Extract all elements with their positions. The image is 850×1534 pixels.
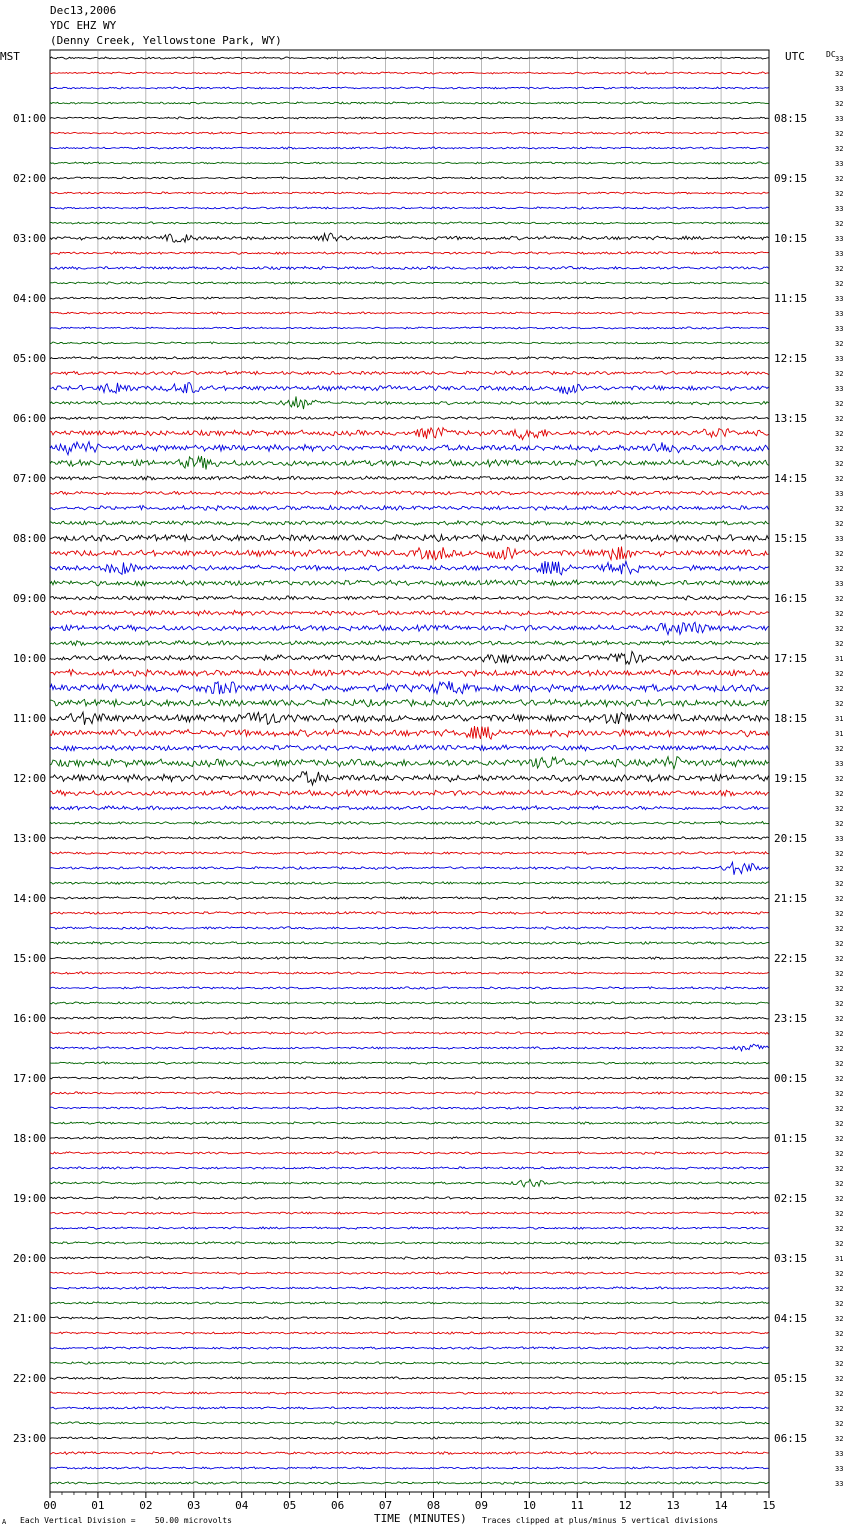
grid: [50, 50, 769, 1492]
trace-row-53: [50, 852, 769, 855]
trace-row-58: [50, 927, 769, 930]
left-timezone-label: MST: [0, 50, 20, 63]
left-time-label: 13:00: [13, 832, 47, 845]
trace-row-38: [50, 622, 769, 634]
trace-row-44: [50, 712, 769, 725]
trace-row-89: [50, 1392, 769, 1394]
row-code: 32: [835, 1360, 844, 1368]
right-time-label: 21:15: [774, 892, 808, 905]
trace-row-85: [50, 1332, 769, 1334]
trace-row-27: [50, 456, 769, 470]
trace-row-24: [50, 416, 769, 419]
x-tick-label: 08: [426, 1499, 441, 1512]
row-code: 33: [835, 835, 844, 843]
row-code: 33: [835, 115, 844, 123]
trace-row-21: [50, 371, 769, 375]
trace-row-71: [50, 1122, 769, 1124]
row-code: 32: [835, 1180, 844, 1188]
row-code: 33: [835, 1480, 844, 1488]
left-time-label: 15:00: [13, 952, 47, 965]
row-code: 33: [835, 310, 844, 318]
trace-row-39: [50, 641, 769, 646]
row-code: 33: [835, 535, 844, 543]
trace-row-70: [50, 1107, 769, 1109]
row-code: 32: [835, 430, 844, 438]
left-time-label: 21:00: [13, 1312, 47, 1325]
row-code: 33: [835, 235, 844, 243]
x-tick-label: 15: [762, 1499, 776, 1512]
right-time-label: 09:15: [774, 172, 808, 185]
row-code: 33: [835, 385, 844, 393]
row-code: 32: [835, 1405, 844, 1413]
left-time-label: 10:00: [13, 652, 47, 665]
row-code: 32: [835, 100, 844, 108]
row-code: 32: [835, 550, 844, 558]
trace-row-68: [50, 1077, 769, 1079]
row-code: 32: [835, 1375, 844, 1383]
row-code: 32: [835, 970, 844, 978]
trace-row-80: [50, 1257, 769, 1259]
row-code: 32: [835, 265, 844, 273]
right-time-label: 06:15: [774, 1432, 808, 1445]
right-time-label: 04:15: [774, 1312, 808, 1325]
trace-row-72: [50, 1137, 769, 1139]
trace-row-95: [50, 1482, 769, 1484]
row-code: 32: [835, 1345, 844, 1353]
row-code: 32: [835, 1075, 844, 1083]
left-time-label: 04:00: [13, 292, 47, 305]
trace-row-88: [50, 1377, 769, 1379]
trace-row-55: [50, 882, 769, 885]
row-code: 32: [835, 1195, 844, 1203]
trace-row-50: [50, 806, 769, 810]
trace-row-22: [50, 383, 769, 394]
left-time-label: 07:00: [13, 472, 47, 485]
trace-row-11: [50, 222, 769, 224]
trace-row-63: [50, 1002, 769, 1004]
row-code: 32: [835, 1120, 844, 1128]
trace-row-54: [50, 862, 769, 875]
row-code: 33: [835, 250, 844, 258]
row-code: 32: [835, 70, 844, 78]
row-code: 31: [835, 715, 844, 723]
row-code: 32: [835, 1240, 844, 1248]
trace-row-29: [50, 491, 769, 495]
trace-row-56: [50, 897, 769, 900]
trace-row-86: [50, 1347, 769, 1349]
trace-row-83: [50, 1302, 769, 1304]
trace-row-2: [50, 87, 769, 89]
row-code: 32: [835, 1225, 844, 1233]
right-time-label: 17:15: [774, 652, 808, 665]
trace-row-25: [50, 428, 769, 440]
right-corner-label: DC: [826, 50, 836, 59]
trace-row-52: [50, 837, 769, 840]
row-code: 32: [835, 1420, 844, 1428]
left-time-label: 17:00: [13, 1072, 47, 1085]
trace-row-31: [50, 521, 769, 525]
row-code: 33: [835, 295, 844, 303]
trace-row-30: [50, 506, 769, 511]
row-code: 32: [835, 985, 844, 993]
row-code: 32: [835, 625, 844, 633]
row-code: 32: [835, 1135, 844, 1143]
right-time-label: 19:15: [774, 772, 808, 785]
trace-row-48: [50, 772, 769, 785]
row-code: 32: [835, 610, 844, 618]
row-code: 31: [835, 730, 844, 738]
trace-row-8: [50, 177, 769, 179]
row-code: 33: [835, 55, 844, 63]
row-code: 32: [835, 820, 844, 828]
left-time-label: 06:00: [13, 412, 47, 425]
trace-row-15: [50, 282, 769, 284]
header-location: (Denny Creek, Yellowstone Park, WY): [50, 34, 282, 47]
left-time-label: 12:00: [13, 772, 47, 785]
right-time-label: 03:15: [774, 1252, 808, 1265]
left-time-label: 18:00: [13, 1132, 47, 1145]
trace-row-20: [50, 357, 769, 360]
row-code: 32: [835, 685, 844, 693]
trace-row-12: [50, 233, 769, 242]
right-time-label: 01:15: [774, 1132, 808, 1145]
left-time-label: 08:00: [13, 532, 47, 545]
trace-row-73: [50, 1152, 769, 1154]
trace-row-47: [50, 757, 769, 769]
row-code: 32: [835, 910, 844, 918]
row-code: 32: [835, 175, 844, 183]
trace-row-51: [50, 821, 769, 824]
x-tick-label: 12: [618, 1499, 632, 1512]
left-time-label: 01:00: [13, 112, 47, 125]
row-code: 33: [835, 160, 844, 168]
x-tick-label: 14: [714, 1499, 728, 1512]
row-code: 33: [835, 490, 844, 498]
clip-note: Traces clipped at plus/minus 5 vertical divisions: [482, 1516, 719, 1525]
row-code: 33: [835, 1465, 844, 1473]
row-code: 32: [835, 1285, 844, 1293]
x-tick-label: 11: [570, 1499, 584, 1512]
trace-layer: [50, 57, 769, 1484]
x-tick-label: 00: [43, 1499, 57, 1512]
left-time-label: 09:00: [13, 592, 47, 605]
x-tick-label: 06: [330, 1499, 345, 1512]
row-code: 32: [835, 1315, 844, 1323]
right-time-label: 11:15: [774, 292, 808, 305]
trace-row-6: [50, 147, 769, 149]
row-code: 32: [835, 1105, 844, 1113]
x-tick-label: 05: [283, 1499, 297, 1512]
row-code: 32: [835, 1390, 844, 1398]
row-code: 32: [835, 790, 844, 798]
x-tick-label: 04: [235, 1499, 249, 1512]
row-code: 32: [835, 850, 844, 858]
trace-row-5: [50, 132, 769, 134]
row-code: 32: [835, 370, 844, 378]
row-code: 32: [835, 880, 844, 888]
row-code: 32: [835, 445, 844, 453]
x-tick-label: 10: [522, 1499, 536, 1512]
trace-row-45: [50, 726, 769, 739]
row-code: 32: [835, 865, 844, 873]
trace-row-18: [50, 327, 769, 329]
trace-row-7: [50, 162, 769, 164]
trace-row-61: [50, 972, 769, 974]
right-time-label: 18:15: [774, 712, 808, 725]
x-tick-label: 07: [378, 1499, 393, 1512]
trace-row-66: [50, 1044, 769, 1051]
row-code: 33: [835, 205, 844, 213]
trace-row-91: [50, 1422, 769, 1424]
trace-row-65: [50, 1032, 769, 1034]
trace-row-23: [50, 396, 769, 409]
header-date: Dec13,2006: [50, 4, 117, 17]
trace-row-17: [50, 312, 769, 314]
trace-row-1: [50, 72, 769, 74]
row-code: 33: [835, 355, 844, 363]
right-time-label: 14:15: [774, 472, 808, 485]
trace-row-78: [50, 1227, 769, 1229]
trace-row-37: [50, 610, 769, 615]
row-code: 32: [835, 940, 844, 948]
row-code: 32: [835, 745, 844, 753]
row-code: 31: [835, 1255, 844, 1263]
trace-row-60: [50, 957, 769, 959]
trace-row-87: [50, 1362, 769, 1364]
row-code: 32: [835, 1015, 844, 1023]
row-code: 32: [835, 520, 844, 528]
row-code: 32: [835, 670, 844, 678]
trace-row-14: [50, 266, 769, 269]
trace-row-9: [50, 192, 769, 194]
trace-row-13: [50, 252, 769, 255]
trace-row-16: [50, 297, 769, 299]
row-code: 33: [835, 760, 844, 768]
scale-note: Each Vertical Division = 50.00 microvolts: [20, 1516, 232, 1525]
row-code: 32: [835, 700, 844, 708]
left-time-label: 19:00: [13, 1192, 47, 1205]
trace-row-34: [50, 561, 769, 575]
row-code: 32: [835, 190, 844, 198]
row-code: 32: [835, 130, 844, 138]
left-time-label: 05:00: [13, 352, 47, 365]
row-code: 32: [835, 1060, 844, 1068]
trace-row-94: [50, 1467, 769, 1469]
trace-row-40: [50, 651, 769, 664]
right-time-label: 10:15: [774, 232, 808, 245]
trace-row-82: [50, 1287, 769, 1289]
row-code: 33: [835, 85, 844, 93]
trace-row-57: [50, 912, 769, 915]
row-code: 32: [835, 1045, 844, 1053]
trace-row-74: [50, 1167, 769, 1169]
row-code: 32: [835, 280, 844, 288]
trace-row-43: [50, 699, 769, 706]
header-station: YDC EHZ WY: [50, 19, 117, 32]
trace-row-41: [50, 670, 769, 677]
row-code: 33: [835, 580, 844, 588]
plot-frame: [50, 50, 769, 1492]
row-code: 32: [835, 1330, 844, 1338]
row-code: 32: [835, 955, 844, 963]
left-time-label: 14:00: [13, 892, 47, 905]
row-code: 32: [835, 505, 844, 513]
left-time-label: 23:00: [13, 1432, 47, 1445]
trace-row-26: [50, 442, 769, 455]
row-code: 32: [835, 1150, 844, 1158]
right-time-label: 23:15: [774, 1012, 808, 1025]
row-code: 32: [835, 1300, 844, 1308]
right-time-label: 20:15: [774, 832, 808, 845]
row-code: 33: [835, 1450, 844, 1458]
time-axis: [43, 1492, 775, 1512]
left-time-label: 20:00: [13, 1252, 47, 1265]
left-time-label: 03:00: [13, 232, 47, 245]
corner-mark: A: [2, 1518, 7, 1526]
x-tick-label: 03: [187, 1499, 201, 1512]
right-time-label: 08:15: [774, 112, 808, 125]
x-tick-label: 09: [474, 1499, 489, 1512]
trace-row-62: [50, 987, 769, 989]
trace-row-90: [50, 1407, 769, 1409]
row-code: 32: [835, 1090, 844, 1098]
row-code: 32: [835, 895, 844, 903]
trace-row-42: [50, 681, 769, 694]
row-code: 32: [835, 925, 844, 933]
trace-row-35: [50, 580, 769, 586]
trace-row-69: [50, 1092, 769, 1094]
right-time-label: 00:15: [774, 1072, 808, 1085]
trace-row-77: [50, 1212, 769, 1214]
right-time-label: 12:15: [774, 352, 808, 365]
trace-row-3: [50, 102, 769, 104]
right-time-label: 02:15: [774, 1192, 808, 1205]
trace-row-75: [50, 1179, 769, 1187]
row-code: 32: [835, 1165, 844, 1173]
trace-row-59: [50, 942, 769, 945]
trace-row-76: [50, 1197, 769, 1199]
trace-row-28: [50, 476, 769, 480]
left-time-label: 02:00: [13, 172, 47, 185]
row-code: 31: [835, 655, 844, 663]
right-time-label: 16:15: [774, 592, 808, 605]
row-code: 32: [835, 145, 844, 153]
row-code: 32: [835, 595, 844, 603]
trace-row-81: [50, 1272, 769, 1274]
trace-row-84: [50, 1317, 769, 1319]
row-code: 32: [835, 475, 844, 483]
x-tick-label: 02: [139, 1499, 153, 1512]
right-time-label: 22:15: [774, 952, 808, 965]
row-code: 32: [835, 220, 844, 228]
trace-row-46: [50, 745, 769, 751]
row-code: 32: [835, 1270, 844, 1278]
trace-row-10: [50, 207, 769, 209]
row-code: 32: [835, 775, 844, 783]
right-time-label: 13:15: [774, 412, 808, 425]
row-code: 32: [835, 1030, 844, 1038]
trace-row-33: [50, 547, 769, 560]
trace-row-4: [50, 117, 769, 119]
trace-row-32: [50, 535, 769, 542]
x-tick-label: 13: [666, 1499, 680, 1512]
x-tick-label: 01: [91, 1499, 105, 1512]
row-code: 32: [835, 805, 844, 813]
row-code: 32: [835, 1000, 844, 1008]
row-code: 32: [835, 640, 844, 648]
row-code: 32: [835, 340, 844, 348]
row-code: 32: [835, 460, 844, 468]
trace-row-67: [50, 1062, 769, 1064]
trace-row-64: [50, 1017, 769, 1019]
right-time-label: 05:15: [774, 1372, 808, 1385]
right-timezone-label: UTC: [785, 50, 805, 63]
left-time-label: 22:00: [13, 1372, 47, 1385]
trace-row-79: [50, 1242, 769, 1244]
row-code: 32: [835, 565, 844, 573]
trace-row-93: [50, 1452, 769, 1455]
row-code: 32: [835, 1435, 844, 1443]
trace-row-19: [50, 342, 769, 344]
trace-row-0: [50, 57, 769, 59]
x-axis-title: TIME (MINUTES): [374, 1512, 467, 1525]
row-code: 32: [835, 400, 844, 408]
right-time-label: 15:15: [774, 532, 808, 545]
row-code: 32: [835, 415, 844, 423]
trace-row-92: [50, 1437, 769, 1439]
row-code: 32: [835, 1210, 844, 1218]
row-code: 33: [835, 325, 844, 333]
left-time-label: 11:00: [13, 712, 47, 725]
left-time-label: 16:00: [13, 1012, 47, 1025]
trace-row-36: [50, 596, 769, 600]
trace-row-49: [50, 790, 769, 796]
